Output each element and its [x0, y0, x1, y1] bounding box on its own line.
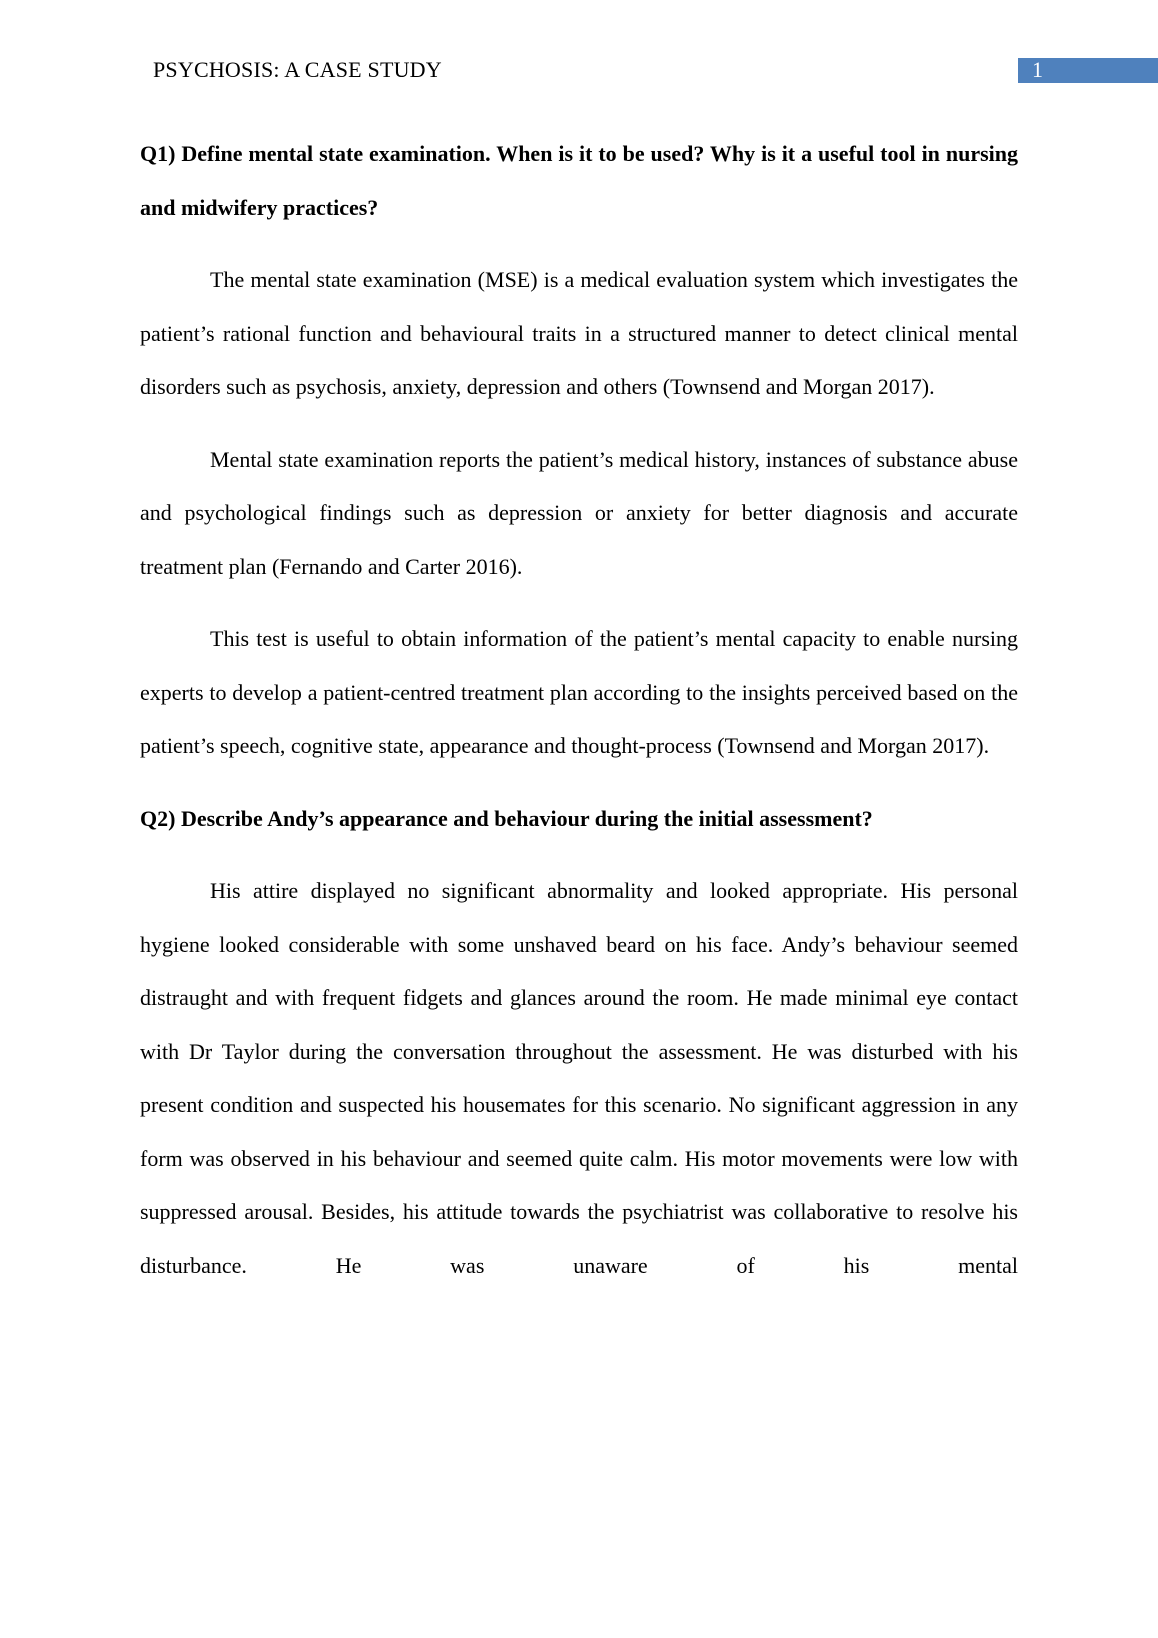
- paragraph-andy-appearance: His attire displayed no significant abnormality and looked appropriate. His personal hygiene looked considerable with some unshaved beard on his face. Andy’s behaviour seemed distraught and with frequent fidgets and glances around the room. He made minimal eye contact with Dr Taylor during the conversation throughout the assessment. He was disturbed with his present condition and suspected his housemates for this scenario. No significant aggression in any form was observed in his behaviour and seemed quite calm. His motor movements were low with suppressed arousal. Besides, his attitude towards the psychiatrist was collaborative to resolve his disturbance. He was unaware of his mental: [140, 878, 1018, 1278]
- question-1-heading: Q1) Define mental state examination. When is it to be used? Why is it a useful tool in nursing and midwifery practices?: [140, 141, 1018, 220]
- page-number: 1: [1032, 57, 1043, 82]
- running-head: PSYCHOSIS: A CASE STUDY: [153, 57, 442, 82]
- question-2-heading: Q2) Describe Andy’s appearance and behaviour during the initial assessment?: [140, 805, 873, 831]
- paragraph-mse-reports: Mental state examination reports the patient’s medical history, instances of substance abuse and psychological findings such as depression or anxiety for better diagnosis and accurate treatment plan (Fernando and Carter 2016).: [140, 446, 1018, 579]
- paragraph-mse-definition: The mental state examination (MSE) is a medical evaluation system which investigates the patient’s rational function and behavioural traits in a structured manner to detect clinical mental disorders such as psychosis, anxiety, depression and others (Townsend and Morgan 2017).: [140, 267, 1018, 399]
- paragraph-mse-usefulness: This test is useful to obtain information of the patient’s mental capacity to enable nursing experts to develop a patient-centred treatment plan according to the insights perceived based on the patient’s speech, cognitive state, appearance and thought-process (Townsend and Morgan 2017).: [140, 626, 1018, 758]
- document-body: [140, 127, 1018, 1292]
